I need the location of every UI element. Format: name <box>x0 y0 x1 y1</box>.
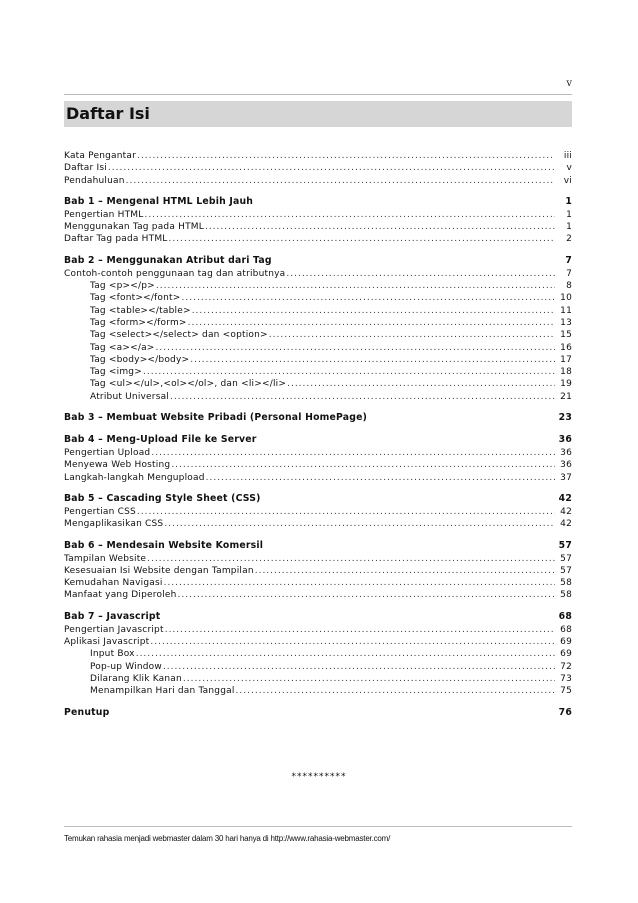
toc-entry-page: 58 <box>560 590 572 601</box>
chapter-heading-label: Bab 1 – Mengenal HTML Lebih Jauh <box>64 195 254 207</box>
chapter-heading-page: 7 <box>565 254 572 266</box>
toc-entry-page: 68 <box>560 624 572 635</box>
toc-subentry-label: Tag <a></a> <box>90 342 155 353</box>
chapter-heading-label: Bab 2 – Menggunakan Atribut dari Tag <box>64 254 272 266</box>
dot-leader <box>182 292 555 304</box>
dot-leader <box>205 221 555 233</box>
toc-entry[interactable] <box>64 565 572 577</box>
dot-leader <box>178 589 555 601</box>
toc-entry-page: 42 <box>560 506 572 517</box>
toc-subentry[interactable] <box>64 317 572 329</box>
footer-text: Temukan rahasia menjadi webmaster dalam 30 hari hanya di http://www.rahasia-webmaster.com/ <box>64 834 391 843</box>
toc-subentry-label: Tag <img> <box>90 367 142 378</box>
chapter-heading-label: Bab 4 – Meng-Upload File ke Server <box>64 434 257 446</box>
chapter-heading-page: 36 <box>558 434 572 446</box>
chapter-heading[interactable] <box>64 706 572 720</box>
toc-entry-label: Daftar Tag pada HTML <box>64 234 168 245</box>
dot-leader <box>255 565 555 577</box>
toc-subentry[interactable] <box>64 391 572 403</box>
toc-subentry-page: 75 <box>560 686 572 697</box>
toc-entry-page: 36 <box>560 448 572 459</box>
dot-leader <box>164 518 555 530</box>
toc-entry[interactable] <box>64 589 572 601</box>
toc-entry-page: iii <box>563 151 572 161</box>
toc-entry-page: 58 <box>560 578 572 589</box>
toc-entry-page: 42 <box>560 519 572 530</box>
toc-entry-page: 2 <box>566 234 572 245</box>
dot-leader <box>156 342 555 354</box>
toc-subentry-page: 19 <box>560 379 572 390</box>
toc-entry[interactable] <box>64 636 572 648</box>
dot-leader <box>156 280 555 292</box>
dot-leader <box>190 354 555 366</box>
toc-subentry[interactable] <box>64 673 572 685</box>
toc-entry-page: 57 <box>560 553 572 564</box>
dot-leader <box>164 577 555 589</box>
toc-subentry-page: 21 <box>560 391 572 402</box>
toc-subentry[interactable] <box>64 661 572 673</box>
toc-entry-page: v <box>566 163 572 174</box>
chapter-heading-label: Penutup <box>64 706 110 718</box>
chapter-heading[interactable] <box>64 411 572 425</box>
end-stars: ********** <box>291 772 347 782</box>
toc-entry-label: Kesesuaian Isi Website dengan Tampilan <box>64 565 254 576</box>
toc-entry-page: 1 <box>566 209 572 220</box>
toc-subentry-label: Input Box <box>90 649 135 660</box>
dot-leader <box>171 459 555 471</box>
dot-leader <box>286 268 555 280</box>
dot-leader <box>144 209 555 221</box>
dot-leader <box>206 472 555 484</box>
toc-subentry[interactable] <box>64 342 572 354</box>
dot-leader <box>183 673 555 685</box>
toc-entry[interactable] <box>64 175 572 187</box>
chapter-heading-page: 1 <box>565 195 572 207</box>
toc-subentry[interactable] <box>64 685 572 697</box>
toc-entry-label: Kemudahan Navigasi <box>64 578 163 589</box>
toc-entry-label: Menyewa Web Hosting <box>64 460 171 471</box>
toc-entry[interactable] <box>64 447 572 459</box>
toc-entry[interactable] <box>64 518 572 530</box>
dot-leader <box>108 162 555 174</box>
toc-entry[interactable] <box>64 150 572 162</box>
dot-leader <box>147 553 555 565</box>
toc-entry[interactable] <box>64 472 572 484</box>
toc-entry-label: Mengaplikasikan CSS <box>64 519 164 530</box>
toc-entry[interactable] <box>64 459 572 471</box>
toc-entry[interactable] <box>64 162 572 174</box>
toc-entry-label: Aplikasi Javascript <box>64 637 150 648</box>
chapter-heading-page: 57 <box>558 539 572 551</box>
chapter-heading-label: Bab 7 – Javascript <box>64 610 161 622</box>
toc-subentry-page: 69 <box>560 649 572 660</box>
dot-leader <box>143 366 555 378</box>
bottom-rule <box>64 826 572 827</box>
toc-entry-page: vi <box>563 175 572 186</box>
toc-heading: Daftar Isi <box>64 101 572 127</box>
toc-entry-label: Pendahuluan <box>64 175 125 186</box>
toc-subentry[interactable] <box>64 305 572 317</box>
toc-entry-page: 1 <box>566 222 572 233</box>
toc-subentry-page: 17 <box>560 354 572 365</box>
toc-subentry-label: Menampilkan Hari dan Tanggal <box>90 686 235 697</box>
toc-subentry[interactable] <box>64 648 572 660</box>
dot-leader <box>163 661 555 673</box>
toc-subentry-label: Tag <font></font> <box>90 293 181 304</box>
chapter-heading[interactable] <box>64 610 572 624</box>
dot-leader <box>126 175 555 187</box>
toc-entry-page: 37 <box>560 472 572 483</box>
dot-leader <box>137 506 555 518</box>
dot-leader <box>165 624 555 636</box>
chapter-heading-page: 68 <box>558 610 572 622</box>
toc-entry-label: Pengertian Upload <box>64 448 151 459</box>
toc-entry-label: Langkah-langkah Mengupload <box>64 472 205 483</box>
chapter-heading-page: 23 <box>558 412 572 424</box>
chapter-heading-label: Bab 3 – Membuat Website Pribadi (Personal HomePage) <box>64 412 368 424</box>
toc-entry-page: 57 <box>560 565 572 576</box>
toc-subentry-label: Tag <select></select> dan <option> <box>90 330 268 341</box>
toc-entry-page: 7 <box>566 268 572 279</box>
toc-entry[interactable] <box>64 221 572 233</box>
chapter-heading[interactable] <box>64 539 572 553</box>
toc-subentry-page: 16 <box>560 342 572 353</box>
toc-entry-page: 69 <box>560 637 572 648</box>
dot-leader <box>269 329 555 341</box>
toc-entry-label: Pengertian CSS <box>64 506 136 517</box>
toc-subentry-label: Atribut Universal <box>90 391 169 402</box>
toc-entry-label: Menggunakan Tag pada HTML <box>64 222 204 233</box>
dot-leader <box>192 305 555 317</box>
toc-entry[interactable] <box>64 233 572 245</box>
toc-entry-label: Pengertian Javascript <box>64 624 164 635</box>
toc-subentry-page: 8 <box>566 281 572 292</box>
chapter-heading[interactable] <box>64 254 572 268</box>
toc-subentry-label: Tag <p></p> <box>90 281 155 292</box>
chapter-heading-page: 76 <box>558 706 572 718</box>
toc-subentry-label: Tag <form></form> <box>90 317 187 328</box>
toc-subentry-label: Dilarang Klik Kanan <box>90 673 182 684</box>
toc-entry-label: Manfaat yang Diperoleh <box>64 590 177 601</box>
toc-subentry-page: 18 <box>560 367 572 378</box>
toc-entry-label: Daftar Isi <box>64 163 107 174</box>
toc-entry-label: Kata Pengantar <box>64 151 136 161</box>
dot-leader <box>137 150 555 162</box>
dot-leader <box>136 648 555 660</box>
toc-subentry[interactable] <box>64 292 572 304</box>
toc-subentry-label: Tag <table></table> <box>90 305 191 316</box>
toc-subentry[interactable] <box>64 378 572 390</box>
table-of-contents <box>64 150 572 720</box>
chapter-heading-page: 42 <box>558 492 572 504</box>
chapter-heading-label: Bab 5 – Cascading Style Sheet (CSS) <box>64 492 261 504</box>
chapter-heading[interactable] <box>64 433 572 447</box>
dot-leader <box>188 317 555 329</box>
dot-leader <box>150 636 555 648</box>
toc-subentry-page: 15 <box>560 330 572 341</box>
chapter-heading[interactable] <box>64 492 572 506</box>
chapter-heading[interactable] <box>64 195 572 209</box>
toc-subentry-label: Pop-up Window <box>90 661 162 672</box>
toc-entry[interactable] <box>64 624 572 636</box>
toc-entry-label: Tampilan Website <box>64 553 147 564</box>
dot-leader <box>151 447 555 459</box>
toc-entry[interactable] <box>64 553 572 565</box>
top-rule <box>64 94 572 95</box>
toc-entry[interactable] <box>64 506 572 518</box>
toc-entry-label: Pengertian HTML <box>64 209 144 220</box>
dot-leader <box>170 391 555 403</box>
toc-entry[interactable] <box>64 577 572 589</box>
toc-subentry[interactable] <box>64 354 572 366</box>
toc-subentry[interactable] <box>64 280 572 292</box>
chapter-heading-label: Bab 6 – Mendesain Website Komersil <box>64 539 264 551</box>
page-number: v <box>566 78 572 89</box>
toc-subentry-label: Tag <ul></ul>,<ol></ol>, dan <li></li> <box>90 379 287 390</box>
toc-subentry-page: 10 <box>560 293 572 304</box>
dot-leader <box>287 378 555 390</box>
toc-subentry[interactable] <box>64 329 572 341</box>
toc-subentry-page: 72 <box>560 661 572 672</box>
toc-entry[interactable] <box>64 209 572 221</box>
toc-entry[interactable] <box>64 268 572 280</box>
toc-subentry[interactable] <box>64 366 572 378</box>
toc-entry-label: Contoh-contoh penggunaan tag dan atributnya <box>64 268 286 279</box>
toc-subentry-page: 11 <box>560 305 572 316</box>
toc-subentry-label: Tag <body></body> <box>90 354 190 365</box>
toc-subentry-page: 13 <box>560 317 572 328</box>
dot-leader <box>236 685 555 697</box>
dot-leader <box>169 233 555 245</box>
toc-subentry-page: 73 <box>560 673 572 684</box>
toc-entry-page: 36 <box>560 460 572 471</box>
